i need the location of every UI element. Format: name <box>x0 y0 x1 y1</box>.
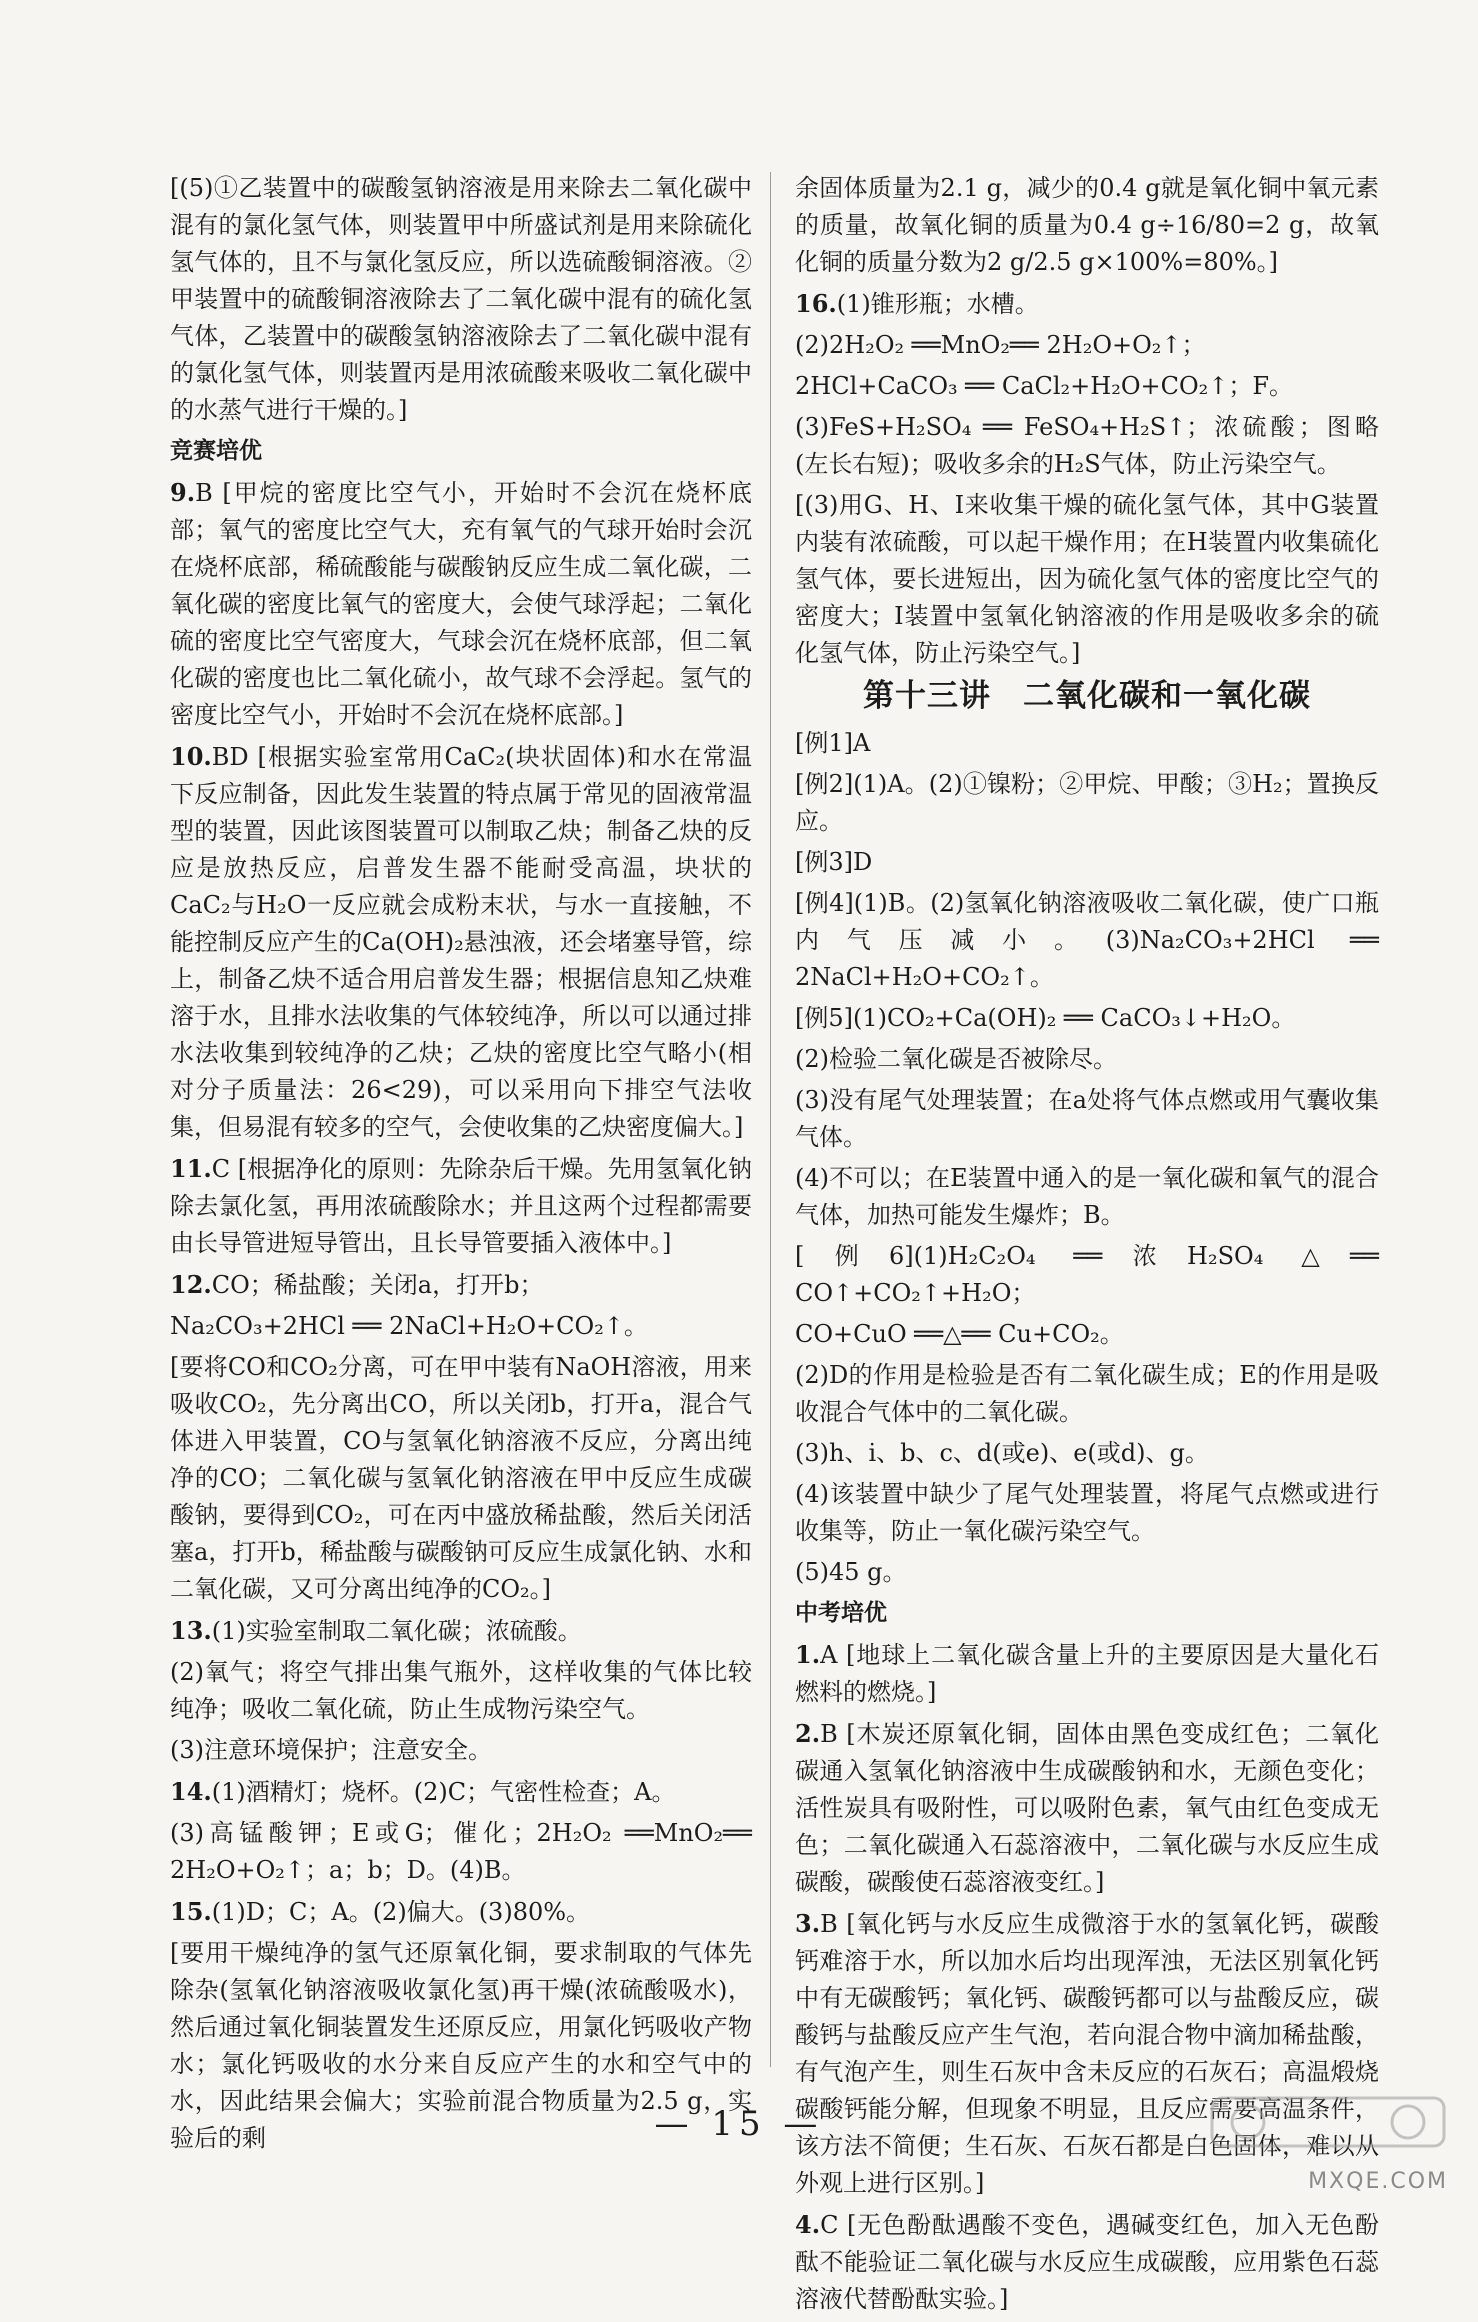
answer-item <box>795 285 1379 323</box>
paragraph: (3)注意环境保护；注意安全。 <box>170 1736 492 1764</box>
paragraph: (2)检验二氧化碳是否被除尽。 <box>795 1045 1117 1073</box>
paragraph: (4)不可以；在E装置中通入的是一氧化碳和氧气的混合气体，加热可能发生爆炸；B。 <box>795 1164 1379 1229</box>
item-text: C [根据净化的原则：先除杂后干燥。先用氢氧化钠除去氯化氢，再用浓硫酸除水；并且这两个过程都需要由长导管进短导管出，且长导管要插入液体中。] <box>170 1155 752 1257</box>
left-column <box>170 170 752 2161</box>
answer-item <box>795 2206 1379 2318</box>
item-number: 4. <box>795 2210 821 2239</box>
paragraph: [例1]A <box>795 729 871 757</box>
item-text: BD [根据实验室常用CaC₂(块状固体)和水在常温下反应制备，因此发生装置的特点属于常见的固液常温型的装置，因此该图装置可以制取乙炔；制备乙炔的反应是放热反应，启普发生器不能耐受高温，块状的CaC₂与H₂O一反应就会成粉末状，与水一直接触，不能控制反应产生的Ca(OH)₂悬浊液，还会堵塞导管，综上，制备乙炔不适合用启普发生器；根据信息知乙炔难溶于水，且排水法收集的气体较纯净，所以可以通过排水法收集到较纯净的乙炔；乙炔的密度比空气略小(相对分子质量法：26<29)，可以采用向下排空气法收集，但易混有较多的空气，会使收集的乙炔密度偏大。] <box>170 743 752 1141</box>
item-text: B [氧化钙与水反应生成微溶于水的氢氧化钙，碳酸钙难溶于水，所以加水后均出现浑浊，无法区别氧化钙中有无碳酸钙；氧化钙、碳酸钙都可以与盐酸反应，碳酸钙与盐酸反应产生气泡，若向混合物中滴加稀盐酸，有气泡产生，则生石灰中含未反应的石灰石；高温煅烧碳酸钙能分解，但现象不明显，且反应需要高温条件，该方法不简便；生石灰、石灰石都是白色固体，难以从外观上进行区别。] <box>795 1910 1379 2197</box>
answer-item <box>170 738 752 1146</box>
answer-item <box>170 474 752 734</box>
item-text: B [甲烷的密度比空气小，开始时不会沉在烧杯底部；氧气的密度比空气大，充有氧气的气球开始时会沉在烧杯底部，稀硫酸能与碳酸钠反应生成二氧化碳，二氧化碳的密度比氧气的密度大，会使气球浮起；二氧化硫的密度比空气密度大，气球会沉在烧杯底部，但二氧化碳的密度也比二氧化硫小，故气球不会浮起。氢气的密度比空气小，开始时不会沉在烧杯底部。] <box>170 479 752 729</box>
section-heading: 中考培优 <box>795 1600 887 1626</box>
paragraph: (3)h、i、b、c、d(或e)、e(或d)、g。 <box>795 1439 1209 1467</box>
lecture-title: 第十三讲 二氧化碳和一氧化碳 <box>863 678 1311 714</box>
paragraph: (2)D的作用是检验是否有二氧化碳生成；E的作用是吸收混合气体中的二氧化碳。 <box>795 1361 1379 1426</box>
section-heading: 竞赛培优 <box>170 438 262 464</box>
paragraph: Na₂CO₃+2HCl ══ 2NaCl+H₂O+CO₂↑。 <box>170 1312 648 1340</box>
item-number: 13. <box>170 1616 212 1645</box>
item-text: CO；稀盐酸；关闭a，打开b； <box>211 1271 544 1299</box>
paragraph: (4)该装置中缺少了尾气处理装置，将尾气点燃或进行收集等，防止一氧化碳污染空气。 <box>795 1480 1379 1545</box>
item-number: 2. <box>795 1719 821 1748</box>
answer-item <box>170 1150 752 1262</box>
column-divider <box>770 172 771 2067</box>
item-number: 11. <box>170 1154 212 1183</box>
item-number: 14. <box>170 1777 212 1806</box>
answer-item <box>170 1266 752 1304</box>
item-number: 12. <box>170 1270 212 1299</box>
item-number: 1. <box>795 1640 821 1669</box>
paragraph: [例3]D <box>795 848 873 876</box>
watermark-logo-icon <box>1208 2090 1448 2174</box>
paragraph: [例4](1)B。(2)氢氧化钠溶液吸收二氧化碳，使广口瓶内气压减小。(3)Na₂CO₃+2HCl ══ 2NaCl+H₂O+CO₂↑。 <box>795 889 1379 991</box>
paragraph: CO+CuO ══△══ Cu+CO₂。 <box>795 1320 1124 1348</box>
paragraph: [例5](1)CO₂+Ca(OH)₂ ══ CaCO₃↓+H₂O。 <box>795 1004 1296 1032</box>
paragraph: 余固体质量为2.1 g，减少的0.4 g就是氧化铜中氧元素的质量，故氧化铜的质量为0.4 g÷16/80=2 g，故氧化铜的质量分数为2 g/2.5 g×100%=80%。] <box>795 174 1379 276</box>
item-text: (1)D；C；A。(2)偏大。(3)80%。 <box>211 1898 591 1926</box>
paragraph: (3)没有尾气处理装置；在a处将气体点燃或用气囊收集气体。 <box>795 1086 1379 1151</box>
paragraph: [要将CO和CO₂分离，可在甲中装有NaOH溶液，用来吸收CO₂，先分离出CO，所以关闭b，打开a，混合气体进入甲装置，CO与氢氧化钠溶液不反应，分离出纯净的CO；二氧化碳与氢氧化钠溶液在甲中反应生成碳酸钠，要得到CO₂，可在丙中盛放稀盐酸，然后关闭活塞a，打开b，稀盐酸与碳酸钠可反应生成氯化钠、水和二氧化碳，又可分离出纯净的CO₂。] <box>170 1353 752 1603</box>
item-text: (1)酒精灯；烧杯。(2)C；气密性检查；A。 <box>211 1778 676 1806</box>
paragraph: 2HCl+CaCO₃ ══ CaCl₂+H₂O+CO₂↑；F。 <box>795 372 1294 400</box>
item-text: A [地球上二氧化碳含量上升的主要原因是大量化石燃料的燃烧。] <box>795 1641 1379 1706</box>
paragraph: (2)2H₂O₂ ══MnO₂══ 2H₂O+O₂↑； <box>795 331 1206 359</box>
item-number: 10. <box>170 742 212 771</box>
paragraph: (2)氧气；将空气排出集气瓶外，这样收集的气体比较纯净；吸收二氧化硫，防止生成物污染空气。 <box>170 1658 752 1723</box>
page-number: — 15 — <box>654 2104 824 2144</box>
item-text: B [木炭还原氧化铜，固体由黑色变成红色；二氧化碳通入氢氧化钠溶液中生成碳酸钠和水，无颜色变化；活性炭具有吸附性，可以吸附色素，氧气由红色变成无色；二氧化碳通入石蕊溶液中，二氧化碳与水反应生成碳酸，碳酸使石蕊溶液变红。] <box>795 1720 1379 1896</box>
paragraph: [例6](1)H₂C₂O₄ ══浓H₂SO₄ △══ CO↑+CO₂↑+H₂O； <box>795 1242 1379 1307</box>
paragraph: [要用干燥纯净的氢气还原氧化铜，要求制取的气体先除杂(氢氧化钠溶液吸收氯化氢)再干燥(浓硫酸吸水)，然后通过氧化铜装置发生还原反应，用氯化钙吸收产物水；氯化钙吸收的水分来自反应产生的水和空气中的水，因此结果会偏大；实验前混合物质量为2.5 g，实验后的剩 <box>170 1939 752 2152</box>
item-number: 16. <box>795 289 837 318</box>
answer-item <box>795 1715 1379 1901</box>
paragraph: [(5)①乙装置中的碳酸氢钠溶液是用来除去二氧化碳中混有的氯化氢气体，则装置甲中所盛试剂是用来除硫化氢气体的，且不与氯化氢反应，所以选硫酸铜溶液。②甲装置中的硫酸铜溶液除去了二氧化碳中混有的硫化氢气体，乙装置中的碳酸氢钠溶液除去了二氧化碳中混有的氯化氢气体，则装置丙是用浓硫酸来吸收二氧化碳中的水蒸气进行干燥的。] <box>170 174 752 424</box>
paragraph: (5)45 g。 <box>795 1558 907 1586</box>
paragraph: [例2](1)A。(2)①镍粉；②甲烷、甲酸；③H₂；置换反应。 <box>795 770 1379 835</box>
answer-item <box>170 1893 752 1931</box>
item-text: (1)锥形瓶；水槽。 <box>836 290 1039 318</box>
item-number: 9. <box>170 478 196 507</box>
item-text: C [无色酚酞遇酸不变色，遇碱变红色，加入无色酚酞不能验证二氧化碳与水反应生成碳酸，应用紫色石蕊溶液代替酚酞实验。] <box>795 2211 1379 2313</box>
watermark-text: MXQE.COM <box>1308 2169 1448 2194</box>
answer-item <box>795 1636 1379 1711</box>
answer-item <box>170 1612 752 1650</box>
paragraph: [(3)用G、H、I来收集干燥的硫化氢气体，其中G装置内装有浓硫酸，可以起干燥作用；在H装置内收集硫化氢气体，要长进短出，因为硫化氢气体的密度比空气的密度大；I装置中氢氧化钠溶液的作用是吸收多余的硫化氢气体，防止污染空气。] <box>795 491 1379 667</box>
paragraph: (3)高锰酸钾；E或G；催化；2H₂O₂ ══MnO₂══ 2H₂O+O₂↑；a；b；D。(4)B。 <box>170 1819 752 1884</box>
item-text: (1)实验室制取二氧化碳；浓硫酸。 <box>211 1617 582 1645</box>
item-number: 3. <box>795 1909 821 1938</box>
item-number: 15. <box>170 1897 212 1926</box>
answer-item <box>170 1773 752 1811</box>
paragraph: (3)FeS+H₂SO₄ ══ FeSO₄+H₂S↑；浓硫酸；图略(左长右短)；吸收多余的H₂S气体，防止污染空气。 <box>795 413 1379 478</box>
right-column <box>795 170 1379 2322</box>
